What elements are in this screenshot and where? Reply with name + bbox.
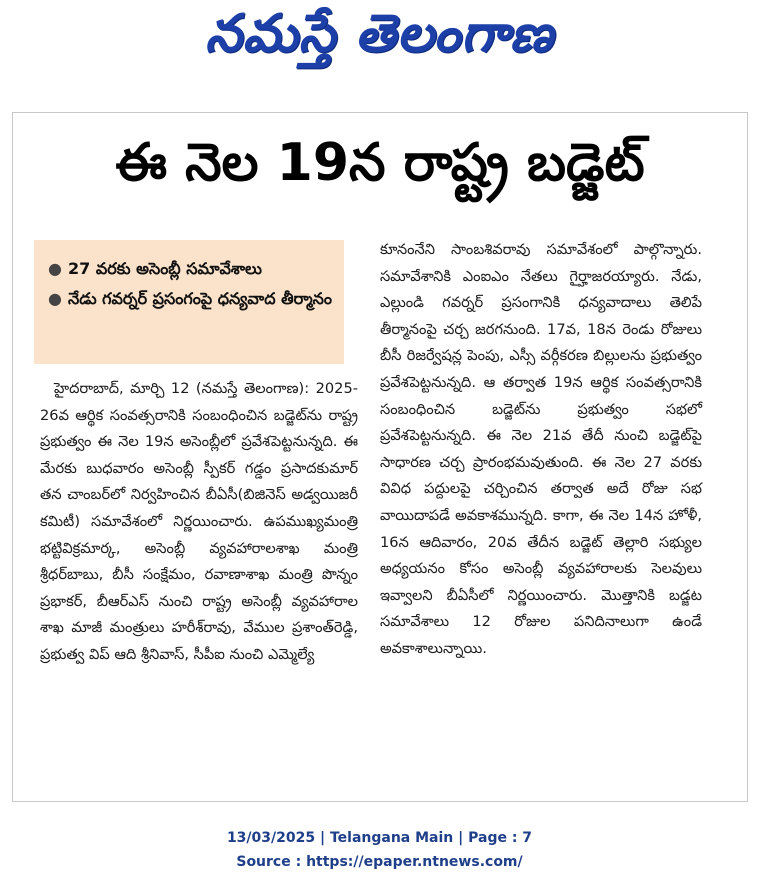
- newspaper-logo: నమస్తే తెలంగాణ: [205, 3, 554, 64]
- article-body-left-column: హైదరాబాద్, మార్చి 12 (నమస్తే తెలంగాణ): 2025-26వ ఆర్థిక సంవత్సరానికి సంబంధించిన బడ్జెట్‌ను రాష్ట్ర ప్రభుత్వం ఈ నెల 19న అసెంబ్లీలో ప్రవేశపెట్టనున్నది. ఈ మేరకు బుధవారం అసెంబ్లీ స్పీకర్ గడ్డం ప్రసాదకుమార్ తన చాంబర్‌లో నిర్వహించిన బీఏసీ(బిజినెస్ అడ్వయిజరీ కమిటీ) సమావేశంలో నిర్ణయించారు. ఉపముఖ్యమంత్రి భట్టివిక్రమార్క, అసెంబ్లీ వ్యవహారాలశాఖ మంత్రి శ్రీధర్‌బాబు, బీసీ సంక్షేమం, రవాణాశాఖ మంత్రి పొన్నం ప్రభాకర్, బీఆర్‌ఎస్ నుంచి రాష్ట్ర అసెంబ్లీ వ్యవహారాల శాఖ మాజీ మంత్రులు హరీశ్‌రావు, వేముల ప్రశాంత్‌రెడ్డి, ప్రభుత్వ విప్ ఆది శ్రీనివాస్, సీపీఐ నుంచి ఎమ్మెల్యే: [40, 380, 358, 663]
- highlight-item: [48, 284, 332, 314]
- highlight-text: నేడు గవర్నర్ ప్రసంగంపై ధన్యవాద తీర్మానం: [68, 289, 332, 308]
- highlight-text: 27 వరకు అసెంబ్లీ సమావేశాలు: [68, 259, 262, 278]
- page-footer: [0, 826, 759, 874]
- article-body-right-column: కూనంనేని సాంబశివరావు సమావేశంలో పాల్గొన్నారు. సమావేశానికి ఎంఐఎం నేతలు గైర్హాజరయ్యారు. నేడు, ఎల్లుండి గవర్నర్ ప్రసంగానికి ధన్యవాదాలు తెలిపే తీర్మానంపై చర్చ జరగనుంది. 17వ, 18న రెండు రోజులు బీసీ రిజర్వేషన్ల పెంపు, ఎస్సీ వర్గీకరణ బిల్లులను ప్రభుత్వం ప్రవేశపెట్టనున్నది. ఆ తర్వాత 19న ఆర్థిక సంవత్సరానికి సంబంధించిన బడ్జెట్‌ను ప్రభుత్వం సభలో ప్రవేశపెట్టనున్నది. ఈ నెల 21వ తేదీ నుంచి బడ్జెట్‌పై సాధారణ చర్చ ప్రారంభమవుతుంది. ఈ నెల 27 వరకు వివిధ పద్దులపై చర్చించిన తర్వాత అదే రోజు సభ వాయిదాపడే అవకాశమున్నది. కాగా, ఈ నెల 14న హోళీ, 16న ఆదివారం, 20వ తేదీన బడ్జెట్ తెల్లారి సభ్యుల అధ్యయనం కోసం అసెంబ్లీ వ్యవహారాలకు సెలవులు ఇవ్వాలని బీఏసీలో నిర్ణయించారు. మొత్తానికి బడ్జట సమావేశాలు 12 రోజుల పనిదినాలుగా ఉండే అవకాశాలున్నాయి.: [380, 241, 702, 657]
- highlight-item: [48, 254, 332, 284]
- edition-info: 13/03/2025 | Telangana Main | Page : 7: [226, 830, 533, 846]
- bullet-icon: ●: [48, 289, 62, 308]
- source-link[interactable]: Source : https://epaper.ntnews.com/: [236, 854, 523, 870]
- masthead: [0, 4, 759, 76]
- highlights-box: [34, 240, 344, 364]
- article-headline: ఈ నెల 19న రాష్ట్ర బడ్జెట్: [115, 133, 645, 193]
- bullet-icon: ●: [48, 259, 62, 278]
